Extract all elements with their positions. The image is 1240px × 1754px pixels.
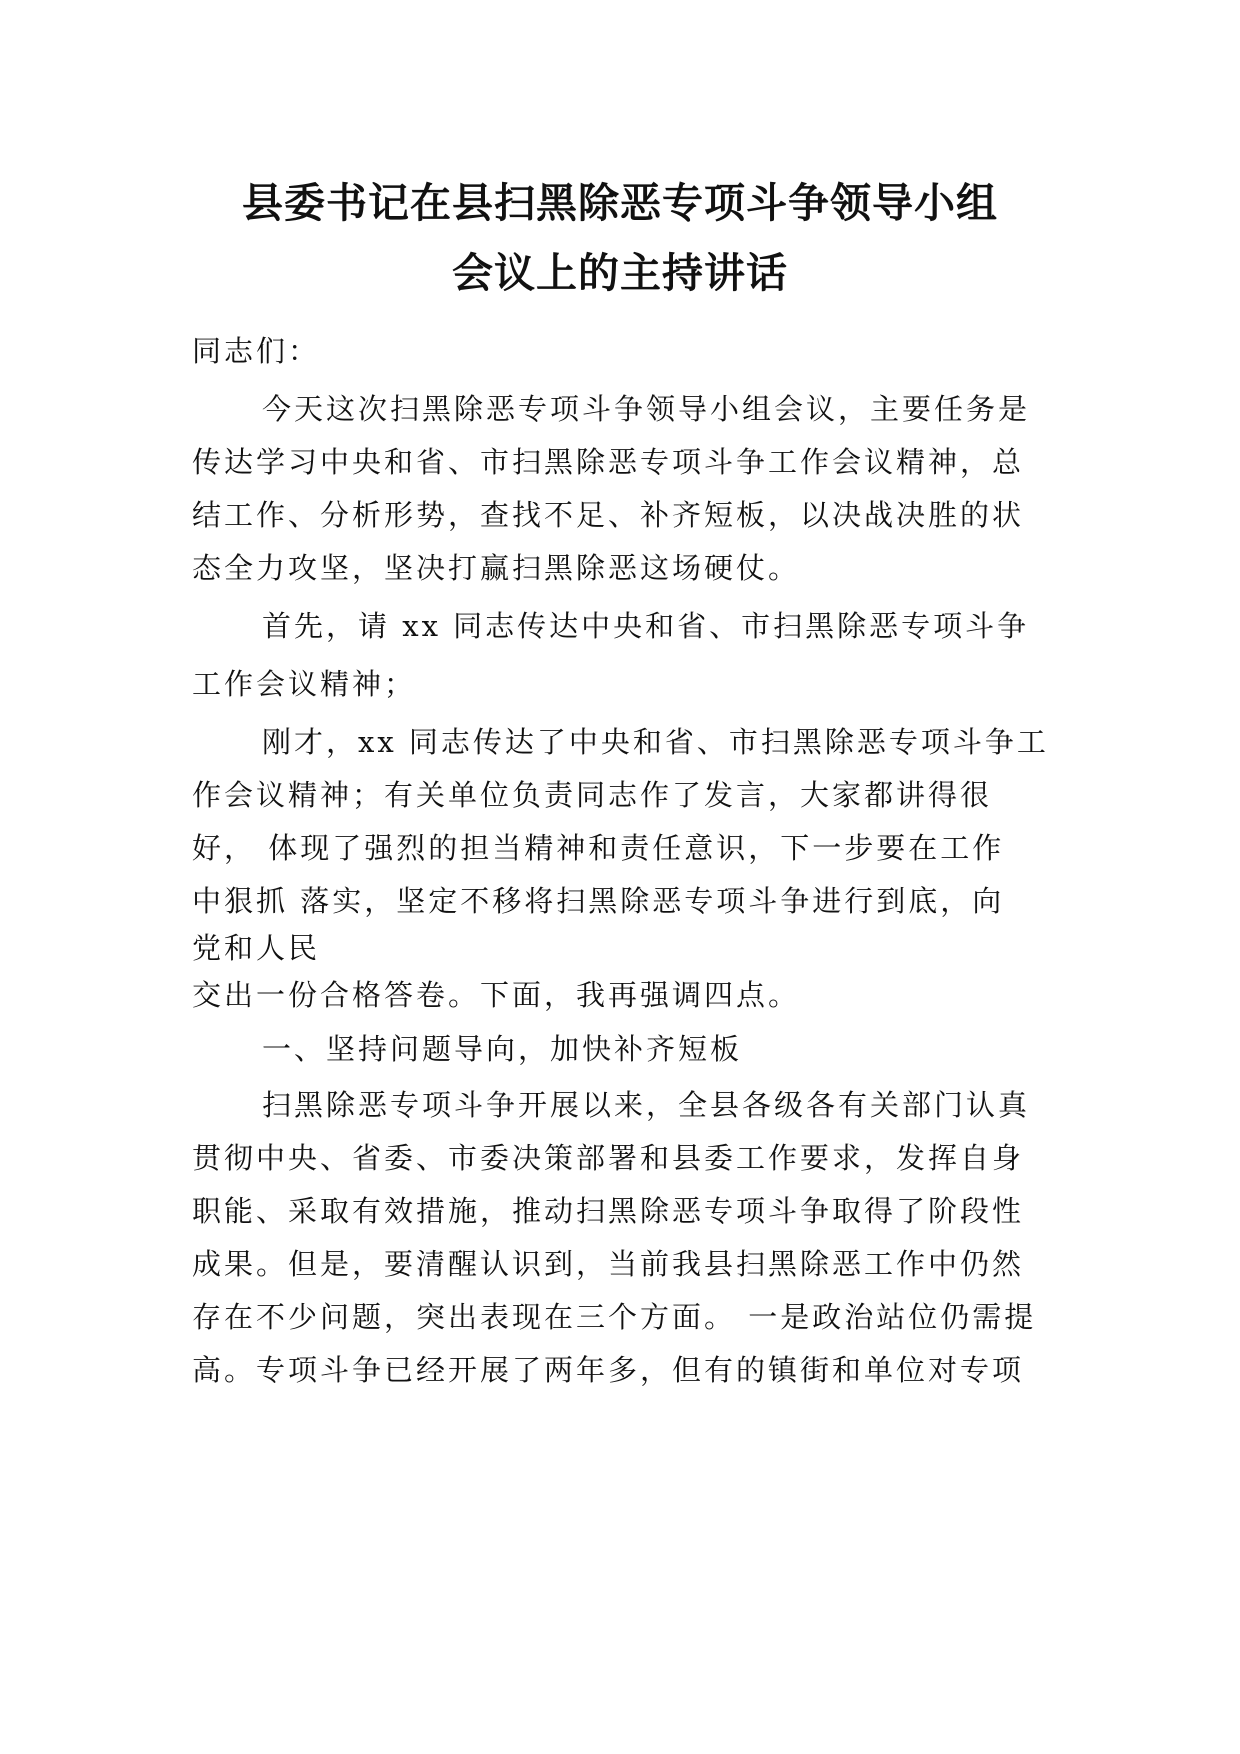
body-line: 扫黑除恶专项斗争开展以来，全县各级各有关部门认真 bbox=[262, 1088, 1031, 1122]
body-line: 成果。但是，要清醒认识到，当前我县扫黑除恶工作中仍然 bbox=[192, 1247, 1025, 1281]
body-line: 交出一份合格答卷。下面，我再强调四点。 bbox=[192, 978, 801, 1012]
body-line: 职能、采取有效措施，推动扫黑除恶专项斗争取得了阶段性 bbox=[192, 1194, 1025, 1228]
body-line: 今天这次扫黑除恶专项斗争领导小组会议，主要任务是 bbox=[262, 392, 1031, 426]
body-line: 传达学习中央和省、市扫黑除恶专项斗争工作会议精神，总 bbox=[192, 445, 1025, 479]
body-line: 高。专项斗争已经开展了两年多，但有的镇街和单位对专项 bbox=[192, 1353, 1025, 1387]
body-line: 刚才，xx 同志传达了中央和省、市扫黑除恶专项斗争工 bbox=[262, 725, 1049, 759]
document-title-line-1: 县委书记在县扫黑除恶专项斗争领导小组 bbox=[242, 179, 998, 227]
body-line: 中狠抓 落实，坚定不移将扫黑除恶专项斗争进行到底，向 bbox=[192, 884, 1005, 918]
document-title-line-2: 会议上的主持讲话 bbox=[452, 249, 788, 297]
body-line: 好， 体现了强烈的担当精神和责任意识，下一步要在工作 bbox=[192, 831, 1005, 865]
body-line: 贯彻中央、省委、市委决策部署和县委工作要求，发挥自身 bbox=[192, 1141, 1025, 1175]
body-line: 结工作、分析形势，查找不足、补齐短板，以决战决胜的状 bbox=[192, 498, 1025, 532]
body-line: 作会议精神；有关单位负责同志作了发言，大家都讲得很 bbox=[192, 778, 993, 812]
body-line: 态全力攻坚，坚决打赢扫黑除恶这场硬仗。 bbox=[192, 551, 801, 585]
section-heading: 一、坚持问题导向，加快补齐短板 bbox=[262, 1032, 743, 1066]
body-line: 存在不少问题，突出表现在三个方面。 一是政治站位仍需提 bbox=[192, 1300, 1037, 1334]
body-line: 工作会议精神； bbox=[192, 667, 417, 701]
body-line: 党和人民 bbox=[192, 931, 321, 965]
body-line: 首先，请 xx 同志传达中央和省、市扫黑除恶专项斗争 bbox=[262, 609, 1030, 643]
salutation: 同志们： bbox=[192, 334, 321, 368]
